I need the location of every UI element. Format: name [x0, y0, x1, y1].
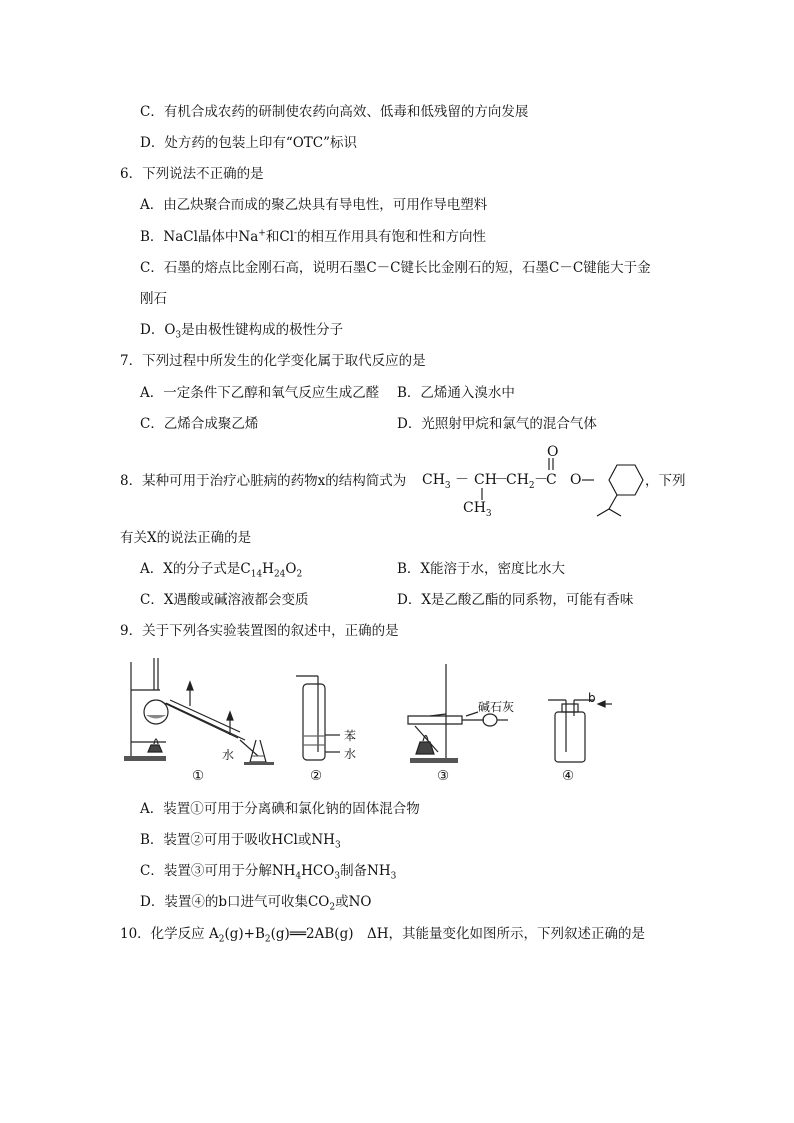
q8-option-b: B．X能溶于水，密度比水大 — [397, 561, 566, 577]
gas-bottle-apparatus — [548, 700, 612, 762]
formula-ester-o: O — [570, 472, 582, 488]
formula-carbonyl-o: O — [547, 444, 559, 460]
q5-option-c: C．有机合成农药的研制使农药向高效、低毒和低残留的方向发展 — [140, 104, 529, 120]
q7-option-d: D．光照射甲烷和氯气的混合气体 — [397, 416, 597, 432]
q9-option-a: A．装置①可用于分离碘和氯化钠的固体混合物 — [140, 801, 420, 817]
q6-option-a: A．由乙炔聚合而成的聚乙炔具有导电性，可用作导电塑料 — [140, 197, 488, 213]
q8-stem-tail: ，下列 — [645, 473, 686, 489]
formula-ch3-branch: $CH_3$ — [463, 500, 492, 519]
formula-ch: CH — [474, 472, 497, 488]
label-apparatus-2: ② — [310, 768, 323, 784]
label-apparatus-3: ③ — [437, 768, 450, 784]
q9-stem: 9．关于下列各实验装置图的叙述中，正确的是 — [120, 623, 399, 639]
q9-option-d: D．装置④的b口进气可收集$CO_2$或NO — [140, 894, 372, 913]
formula-dash-3: － — [534, 472, 548, 488]
q6-stem: 6．下列说法不正确的是 — [120, 166, 264, 182]
label-apparatus-1: ① — [192, 768, 205, 784]
label-apparatus-4: ④ — [562, 768, 575, 784]
formula-carbonyl-c: C — [546, 472, 557, 488]
formula-dash-2: － — [494, 472, 508, 488]
label-water-1: 水 — [222, 748, 235, 762]
label-soda-lime: 碱石灰 — [478, 700, 515, 714]
q6-option-c-line2: 刚石 — [140, 291, 167, 307]
label-benzene: 苯 — [344, 729, 357, 743]
q7-stem: 7．下列过程中所发生的化学变化属于取代反应的是 — [120, 353, 426, 369]
q10-stem: 10．化学反应 $A_2(g)+B_2(g)══2AB(g)$ ΔH，其能量变化如图所示，下列叙述正确的是 — [120, 926, 645, 945]
test-tube-apparatus — [296, 676, 340, 760]
label-water-2: 水 — [344, 747, 357, 761]
q8-stem-2: 有关X的说法正确的是 — [120, 530, 252, 546]
q7-option-c: C．乙烯合成聚乙烯 — [140, 416, 259, 432]
label-b: b — [588, 691, 596, 705]
q9-option-c: C．装置③可用于分解$NH_4HCO_3$制备$NH_3$ — [140, 863, 397, 882]
q6-option-b: B．NaCl晶体中Na+和Cl-的相互作用具有饱和性和方向性 — [140, 228, 487, 245]
distillation-apparatus — [124, 658, 274, 765]
q7-option-b: B．乙烯通入溴水中 — [397, 385, 515, 401]
q8-option-d: D．X是乙酸乙酯的同系物，可能有香味 — [397, 592, 634, 608]
q7-option-a: A．一定条件下乙醇和氧气反应生成乙醛 — [140, 385, 380, 401]
q8-option-a: A．X的分子式是$C_{14}H_{24}O_2$ — [140, 561, 303, 580]
q6-option-d: D．$O_3$是由极性键构成的极性分子 — [140, 322, 344, 341]
formula-ch2: $CH_2$ — [506, 472, 535, 491]
q6-option-c-line1: C．石墨的熔点比金刚石高，说明石墨C－C键长比金刚石的短，石墨C－C键能大于金 — [140, 260, 651, 276]
q9-option-b: B．装置②可用于吸收HCl或$NH_3$ — [140, 832, 341, 851]
q8-stem: 8．某种可用于治疗心脏病的药物x的结构简式为 — [120, 473, 407, 489]
q8-option-c: C．X遇酸或碱溶液都会变质 — [140, 592, 309, 608]
q5-option-d: D．处方药的包装上印有“OTC”标识 — [140, 135, 358, 151]
formula-dash-1: － — [455, 472, 469, 488]
formula-ch3: $CH_3$ — [422, 472, 451, 491]
